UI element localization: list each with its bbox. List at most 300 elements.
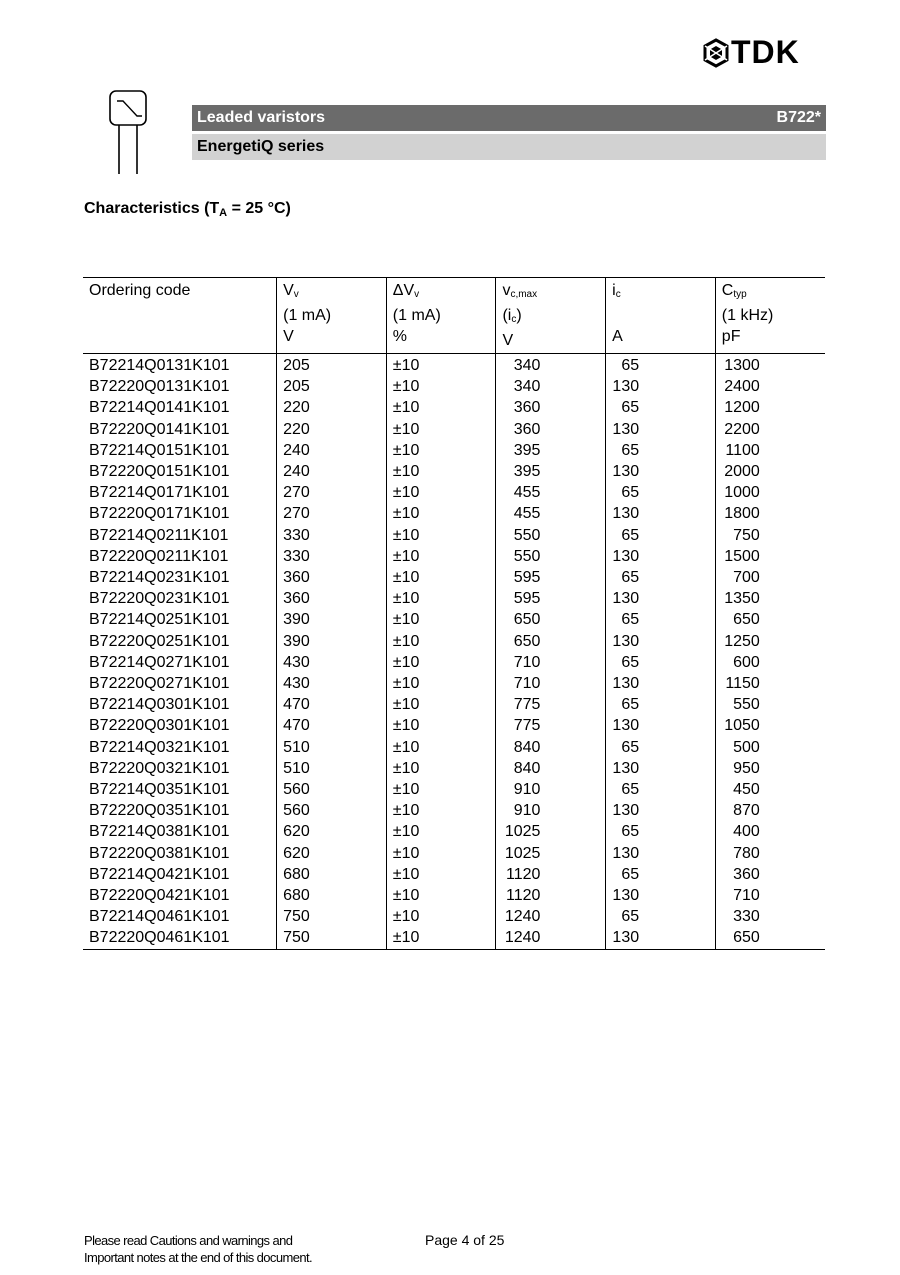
table-row	[83, 419, 825, 440]
table-row	[83, 376, 825, 397]
cell-ordering-code-value: B72220Q0301K101	[89, 717, 230, 735]
cell-dvv	[386, 503, 496, 524]
cell-ic	[606, 652, 716, 673]
header-condition-suffix: )	[516, 307, 522, 324]
cell-ctyp-value: 1250	[724, 632, 760, 650]
cell-ctyp-value: 1150	[725, 675, 760, 693]
cell-ordering-code-value: B72220Q0131K101	[89, 378, 230, 396]
cell-dvv	[386, 397, 496, 418]
cell-vc	[496, 779, 606, 800]
cell-dvv-value: ±10	[392, 865, 420, 883]
cell-ctyp	[715, 885, 825, 906]
header-symbol: C	[721, 282, 734, 299]
cell-vv-value: 430	[283, 675, 310, 693]
cell-dvv-value: ±10	[392, 717, 420, 735]
cell-ic	[606, 503, 716, 524]
cell-dvv	[386, 800, 496, 821]
cell-ctyp	[715, 609, 825, 630]
cell-vv	[277, 631, 387, 652]
cell-ctyp-value: 650	[733, 611, 760, 629]
cell-ctyp	[715, 482, 825, 503]
cell-ctyp	[715, 906, 825, 927]
cell-dvv	[386, 843, 496, 864]
cell-ic-value: 130	[612, 378, 640, 396]
cell-vc	[496, 525, 606, 546]
cell-ic-value: 65	[621, 865, 640, 883]
cell-ordering-code	[83, 354, 277, 377]
cell-ic	[606, 440, 716, 461]
cell-vc	[496, 482, 606, 503]
cell-ordering-code	[83, 694, 277, 715]
cell-dvv	[386, 461, 496, 482]
cell-ctyp	[715, 461, 825, 482]
cell-ctyp-value: 780	[733, 844, 760, 862]
cell-ctyp	[715, 821, 825, 842]
cell-ordering-code-value: B72214Q0211K101	[89, 526, 229, 544]
cell-vc	[496, 419, 606, 440]
cell-vc-value: 1025	[504, 844, 541, 862]
table-row	[83, 503, 825, 524]
cell-ordering-code-value: B72214Q0251K101	[89, 611, 230, 629]
cell-ctyp-value: 550	[733, 696, 760, 714]
cell-ordering-code	[83, 482, 277, 503]
cell-ic-value: 65	[621, 611, 640, 629]
cell-dvv-value: ±10	[392, 590, 420, 608]
cell-ctyp	[715, 737, 825, 758]
cell-dvv-value: ±10	[392, 759, 420, 777]
cell-dvv-value: ±10	[392, 611, 420, 629]
footer-note-line2: Important notes at the end of this document.	[84, 1250, 312, 1265]
cell-vc-value: 910	[513, 781, 541, 799]
cell-dvv-value: ±10	[392, 505, 420, 523]
cell-dvv	[386, 906, 496, 927]
cell-dvv	[386, 588, 496, 609]
cell-ordering-code-value: B72220Q0351K101	[89, 802, 230, 820]
cell-vv-value: 510	[283, 759, 310, 777]
cell-ordering-code-value: B72214Q0131K101	[89, 357, 230, 374]
cell-vv-value: 390	[283, 632, 310, 650]
cell-dvv	[386, 419, 496, 440]
cell-dvv	[386, 440, 496, 461]
cell-ic-value: 130	[612, 802, 640, 820]
cell-vv	[277, 715, 387, 736]
cell-dvv	[386, 864, 496, 885]
cell-vc-value: 650	[513, 611, 541, 629]
cell-vv	[277, 758, 387, 779]
cell-ordering-code	[83, 906, 277, 927]
cell-ordering-code	[83, 800, 277, 821]
cell-vv	[277, 354, 387, 377]
cell-ic	[606, 906, 716, 927]
cell-ic	[606, 673, 716, 694]
cell-vv-value: 220	[283, 420, 310, 438]
cell-vv	[277, 779, 387, 800]
section-title	[84, 200, 291, 219]
cell-ic	[606, 800, 716, 821]
cell-ic-value: 65	[621, 908, 640, 926]
cell-vv-value: 510	[283, 738, 310, 756]
cell-vv-value: 360	[283, 569, 310, 587]
table-row	[83, 525, 825, 546]
cell-ic	[606, 758, 716, 779]
cell-ctyp-value: 1050	[724, 717, 760, 735]
cell-vv-value: 330	[283, 526, 310, 544]
cell-dvv	[386, 737, 496, 758]
cell-ic-value: 130	[612, 929, 640, 947]
cell-ordering-code-value: B72214Q0141K101	[89, 399, 230, 417]
cell-ctyp-value: 1800	[724, 505, 760, 523]
cell-vc	[496, 821, 606, 842]
cell-vv	[277, 419, 387, 440]
cell-ic-value: 130	[612, 632, 640, 650]
cell-ordering-code	[83, 609, 277, 630]
page-number: Page 4 of 25	[425, 1232, 505, 1248]
cell-vv-value: 205	[283, 378, 310, 396]
cell-ic-value: 130	[612, 717, 640, 735]
cell-ctyp	[715, 843, 825, 864]
cell-ordering-code	[83, 440, 277, 461]
cell-ordering-code-value: B72220Q0461K101	[89, 929, 230, 947]
cell-dvv	[386, 821, 496, 842]
header-unit: A	[612, 328, 623, 345]
cell-ic	[606, 482, 716, 503]
cell-ic	[606, 631, 716, 652]
cell-vc	[496, 588, 606, 609]
cell-dvv	[386, 779, 496, 800]
cell-vc	[496, 567, 606, 588]
table-row	[83, 397, 825, 418]
table-row	[83, 821, 825, 842]
cell-vc-value: 1240	[504, 929, 541, 947]
cell-vc	[496, 843, 606, 864]
cell-ordering-code-value: B72220Q0231K101	[89, 590, 230, 608]
cell-vv-value: 240	[283, 463, 310, 481]
cell-dvv-value: ±10	[392, 463, 420, 481]
header-subscript: v	[293, 289, 299, 300]
table-row	[83, 631, 825, 652]
cell-vv	[277, 440, 387, 461]
header-ctyp	[715, 278, 825, 354]
cell-ordering-code	[83, 546, 277, 567]
cell-ic	[606, 779, 716, 800]
header-symbol: ΔV	[392, 282, 415, 299]
cell-ctyp	[715, 779, 825, 800]
cell-ctyp-value: 700	[733, 569, 760, 587]
cell-ic	[606, 821, 716, 842]
cell-ctyp-value: 2400	[724, 378, 760, 396]
table-row	[83, 885, 825, 906]
cell-ordering-code-value: B72214Q0171K101	[89, 484, 230, 502]
cell-vv	[277, 546, 387, 567]
cell-vc-value: 775	[513, 717, 541, 735]
cell-ic-value: 130	[612, 759, 640, 777]
cell-ordering-code-value: B72220Q0171K101	[89, 505, 230, 523]
table-row	[83, 567, 825, 588]
cell-vc-value: 360	[513, 399, 541, 417]
cell-ic-value: 130	[612, 887, 640, 905]
cell-ordering-code-value: B72214Q0301K101	[89, 696, 230, 714]
cell-vc	[496, 546, 606, 567]
tdk-emblem-icon	[703, 38, 729, 68]
cell-ic-value: 65	[621, 696, 640, 714]
cell-ctyp-value: 600	[733, 653, 760, 671]
cell-ordering-code	[83, 461, 277, 482]
cell-ctyp-value: 650	[733, 929, 760, 947]
cell-vc-value: 840	[513, 738, 541, 756]
header-symbol: V	[283, 282, 294, 299]
cell-vv	[277, 503, 387, 524]
cell-vv	[277, 525, 387, 546]
cell-ordering-code-value: B72214Q0381K101	[89, 823, 230, 841]
cell-vc-value: 710	[513, 675, 541, 693]
cell-ic-value: 65	[621, 526, 640, 544]
cell-vc	[496, 397, 606, 418]
cell-ordering-code	[83, 821, 277, 842]
section-title-prefix: Characteristics (T	[84, 200, 220, 217]
cell-ctyp-value: 870	[733, 802, 760, 820]
cell-vv-value: 620	[283, 823, 310, 841]
cell-dvv	[386, 354, 496, 377]
cell-vc	[496, 715, 606, 736]
cell-ctyp	[715, 864, 825, 885]
cell-vc-value: 550	[513, 547, 541, 565]
cell-vv	[277, 673, 387, 694]
cell-vv	[277, 609, 387, 630]
cell-dvv-value: ±10	[392, 802, 420, 820]
cell-vc-value: 1120	[506, 887, 541, 905]
cell-vc-value: 840	[513, 759, 541, 777]
table-row	[83, 588, 825, 609]
table-row	[83, 758, 825, 779]
cell-ctyp	[715, 376, 825, 397]
cell-ic-value: 65	[621, 653, 640, 671]
cell-dvv	[386, 631, 496, 652]
series-name: EnergetiQ series	[197, 138, 325, 155]
cell-ic	[606, 715, 716, 736]
cell-ctyp	[715, 354, 825, 377]
cell-dvv-value: ±10	[392, 823, 420, 841]
cell-ordering-code-value: B72214Q0461K101	[89, 908, 230, 926]
cell-ctyp	[715, 652, 825, 673]
cell-vc	[496, 800, 606, 821]
cell-ordering-code	[83, 588, 277, 609]
header-condition: (1 kHz)	[721, 307, 774, 324]
cell-dvv	[386, 758, 496, 779]
cell-ordering-code-value: B72214Q0271K101	[89, 653, 230, 671]
cell-ctyp-value: 450	[733, 781, 760, 799]
cell-ordering-code	[83, 525, 277, 546]
cell-dvv	[386, 885, 496, 906]
cell-ic-value: 130	[612, 420, 640, 438]
cell-ic	[606, 546, 716, 567]
cell-vc	[496, 440, 606, 461]
cell-dvv-value: ±10	[392, 399, 420, 417]
header-unit: %	[392, 328, 408, 345]
header-unit: V	[283, 328, 294, 345]
table-row	[83, 927, 825, 949]
cell-vv-value: 390	[283, 611, 310, 629]
cell-ctyp	[715, 800, 825, 821]
cell-vc	[496, 652, 606, 673]
brand-name: TDK	[731, 34, 800, 70]
table-row	[83, 609, 825, 630]
cell-ic	[606, 885, 716, 906]
cell-ctyp-value: 360	[733, 865, 760, 883]
header-ordering-code	[83, 278, 277, 354]
header-condition-prefix: (i	[502, 307, 512, 324]
section-title-suffix: = 25 °C)	[227, 200, 291, 217]
cell-vv	[277, 927, 387, 949]
cell-dvv	[386, 546, 496, 567]
cell-ctyp-value: 2000	[724, 463, 760, 481]
header-subscript: v	[414, 289, 420, 300]
cell-vv-value: 620	[283, 844, 310, 862]
cell-dvv-value: ±10	[392, 378, 420, 396]
cell-vv	[277, 694, 387, 715]
header-unit: V	[502, 332, 514, 349]
cell-vv	[277, 737, 387, 758]
cell-vv-value: 680	[283, 887, 310, 905]
cell-ic-value: 65	[621, 357, 640, 374]
cell-dvv-value: ±10	[392, 357, 420, 374]
cell-ctyp-value: 330	[733, 908, 760, 926]
product-line-band	[192, 105, 826, 131]
cell-vv	[277, 482, 387, 503]
header-vc	[496, 278, 606, 354]
cell-ordering-code	[83, 843, 277, 864]
cell-vc	[496, 694, 606, 715]
cell-vc	[496, 864, 606, 885]
cell-vv-value: 430	[283, 653, 310, 671]
header-symbol: v	[502, 282, 511, 299]
table-body	[83, 354, 825, 950]
cell-ctyp-value: 400	[733, 823, 760, 841]
cell-vc-value: 775	[513, 696, 541, 714]
characteristics-table	[83, 277, 825, 950]
header-subscript: typ	[733, 289, 747, 300]
cell-vv-value: 330	[283, 547, 310, 565]
cell-ctyp-value: 2200	[724, 420, 760, 438]
cell-ordering-code-value: B72214Q0321K101	[89, 738, 230, 756]
cell-ordering-code-value: B72220Q0151K101	[89, 463, 230, 481]
table-header-row	[83, 278, 825, 354]
cell-vc-value: 395	[513, 441, 541, 459]
cell-ordering-code	[83, 503, 277, 524]
header-subscript: c,max	[510, 289, 538, 300]
cell-vc	[496, 758, 606, 779]
cell-vc-value: 360	[513, 420, 541, 438]
header-label: Ordering code	[89, 282, 191, 299]
cell-ctyp	[715, 758, 825, 779]
cell-vv	[277, 397, 387, 418]
cell-ic	[606, 609, 716, 630]
cell-dvv-value: ±10	[392, 738, 420, 756]
cell-vc	[496, 461, 606, 482]
cell-ordering-code	[83, 758, 277, 779]
header-unit: pF	[721, 328, 741, 345]
cell-dvv-value: ±10	[392, 569, 420, 587]
cell-dvv	[386, 376, 496, 397]
cell-vc-value: 340	[513, 378, 541, 396]
cell-vv	[277, 461, 387, 482]
varistor-icon	[106, 88, 150, 178]
cell-ctyp	[715, 567, 825, 588]
cell-ordering-code	[83, 885, 277, 906]
cell-ctyp	[715, 927, 825, 949]
cell-ordering-code-value: B72214Q0151K101	[89, 441, 230, 459]
cell-dvv	[386, 609, 496, 630]
cell-ctyp	[715, 440, 825, 461]
cell-dvv-value: ±10	[392, 526, 420, 544]
table-row	[83, 843, 825, 864]
cell-ic-value: 130	[612, 547, 640, 565]
cell-vc-value: 1120	[506, 865, 541, 883]
cell-vv-value: 750	[283, 908, 310, 926]
cell-vv	[277, 885, 387, 906]
cell-dvv-value: ±10	[392, 929, 420, 947]
cell-vc-value: 650	[513, 632, 541, 650]
cell-vc	[496, 673, 606, 694]
cell-vv	[277, 588, 387, 609]
cell-ic-value: 65	[621, 441, 640, 459]
cell-vc	[496, 503, 606, 524]
table-row	[83, 652, 825, 673]
cell-vv-value: 205	[283, 357, 310, 374]
cell-dvv-value: ±10	[392, 844, 420, 862]
cell-dvv	[386, 927, 496, 949]
cell-ctyp	[715, 673, 825, 694]
cell-ctyp	[715, 631, 825, 652]
cell-ic-value: 130	[612, 505, 640, 523]
cell-dvv	[386, 482, 496, 503]
cell-ic	[606, 397, 716, 418]
cell-ic	[606, 927, 716, 949]
cell-dvv-value: ±10	[392, 781, 420, 799]
table-row	[83, 779, 825, 800]
cell-ordering-code-value: B72214Q0421K101	[89, 865, 230, 883]
cell-vv	[277, 800, 387, 821]
cell-ic	[606, 567, 716, 588]
cell-vv-value: 270	[283, 505, 310, 523]
cell-ic-value: 65	[621, 484, 640, 502]
cell-ic	[606, 376, 716, 397]
cell-vc-value: 455	[513, 505, 541, 523]
cell-dvv	[386, 673, 496, 694]
cell-ctyp-value: 710	[733, 887, 760, 905]
cell-ordering-code-value: B72220Q0271K101	[89, 675, 230, 693]
cell-ctyp	[715, 397, 825, 418]
cell-dvv-value: ±10	[392, 675, 420, 693]
header-condition-subscript: c	[511, 314, 517, 325]
cell-vc-value: 1025	[504, 823, 541, 841]
header-condition: (1 mA)	[283, 307, 332, 324]
footer-note	[84, 1232, 312, 1266]
cell-ic-value: 130	[612, 463, 640, 481]
series-band	[192, 134, 826, 160]
cell-ic	[606, 588, 716, 609]
cell-vc	[496, 737, 606, 758]
cell-vc-value: 595	[513, 569, 541, 587]
cell-ordering-code	[83, 397, 277, 418]
cell-vc-value: 1240	[504, 908, 541, 926]
cell-ctyp-value: 1100	[725, 441, 760, 459]
cell-vc	[496, 631, 606, 652]
cell-dvv-value: ±10	[392, 484, 420, 502]
cell-ic	[606, 354, 716, 377]
table-row	[83, 546, 825, 567]
cell-dvv-value: ±10	[392, 696, 420, 714]
cell-ordering-code	[83, 715, 277, 736]
